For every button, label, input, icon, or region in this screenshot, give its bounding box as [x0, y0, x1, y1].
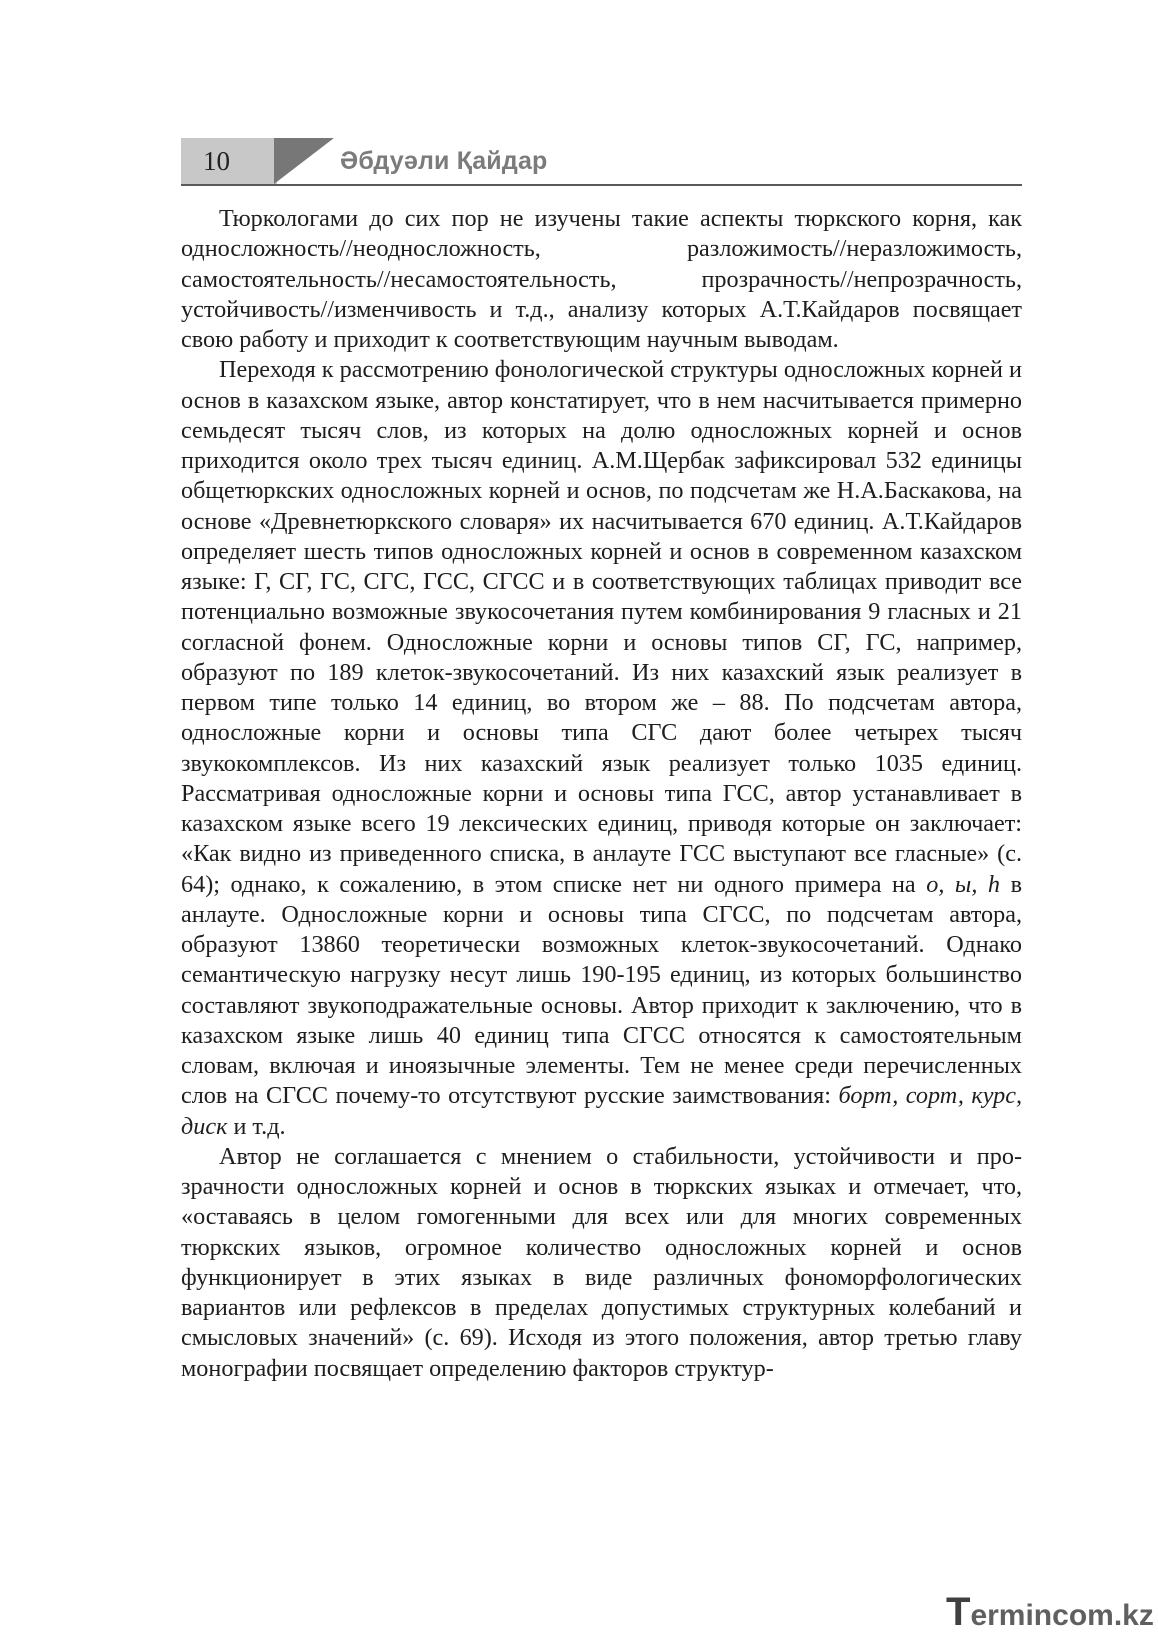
watermark-initial: T	[946, 1590, 971, 1634]
paragraph-1-text: Тюркологами до сих пор не изучены такие аспекты тюркского корня, как односложность//неодносложность, разложимость//неразложимость, самостоятельность//несамостоятельность, прозрачность//непрозрачность, устойчивость//изменчивость и т.д., анализу которых А.Т.Кайдаров посвящает свою работу и приходит к соответствующим научным выводам.	[181, 205, 1022, 353]
running-header	[181, 138, 1022, 188]
paragraph-2-text-b: в анлауте. Односложные корни и основы типа СГСС, по подсчетам автора, образуют 13860 теоретически возможных клеток-звукосочетаний. Однако семантическую нагрузку несут лишь 190-195 единиц, из которых большинство составляют звукоподражательные основы. Автор приходит к заключению, что в казахском языке лишь 40 единиц типа СГСС относятся к самостоятельным словам, включая и иноязычные элементы. Тем не менее среди перечисленных слов на СГСС почему-то отсутствуют русские заимствования:	[181, 870, 1022, 1110]
paragraph-2-italic-a: о, ы, һ	[926, 870, 1001, 898]
paragraph-2-text-a: Переходя к рассмотрению фонологической структуры односложных корней и основ в казахском языке, автор констатирует, что в нем насчитывается примерно семьдесят тысяч слов, из которых на долю односложных корней и основ приходится около трех тысяч единиц. А.М.Щербак зафиксировал 532 единицы общетюркских односложных корней и основ, по подсчетам же Н.А.Баскакова, на основе «Древнетюркского словаря» их насчитывается 670 единиц. А.Т.Кайдаров определяет шесть типов односложных корней и основ в современном казахском языке: Г, СГ, ГС, СГС, ГСС, СГСС и в соответствующих таблицах приводит все потенциально возможные звукосочетания путем комбинирования 9 гласных и 21 согласной фонем. Односложные корни и основы типов СГ, ГС, например, образуют по 189 клеток-звукосочетаний. Из них казахский язык реализует в первом типе только 14 единиц, во втором же – 88. По подсчетам автора, односложные корни и основы типа СГС дают более четырех тысяч звукокомплексов. Из них казахский язык реализует только 1035 единиц. Рассматривая односложные корни и основы типа ГСС, автор устанавливает в казахском языке всего 19 лексических единиц, приводя которые он заключает: «Как видно из приведенного списка, в анлауте ГСС выступают все гласные» (с. 64); однако, к сожалению, в этом списке нет ни одного примера на	[181, 356, 1022, 898]
paragraph-1	[181, 204, 1022, 355]
paragraph-3-text: Автор не соглашается с мнением о стабильности, устойчивости и прозрачности односложных корней и основ в тюркских языках и отмечает, что, «оставаясь в целом гомогенными для всех или для многих современных тюркских языков, огромное количество односложных корней и основ функционирует в этих языках в виде различных фономорфологических вариантов или рефлексов в пределах допустимых структурных колебаний и смысловых значений» (с. 69). Исходя из этого положения, автор третью главу монографии посвящает определению факторов структур-	[181, 1142, 1022, 1382]
body-text	[181, 204, 1022, 1384]
paragraph-2-italic-b: борт, сорт, курс, диск	[181, 1082, 1023, 1140]
page-number-tab	[181, 138, 277, 184]
paragraph-3	[181, 1142, 1022, 1384]
paragraph-2-text-c: и т.д.	[227, 1112, 286, 1140]
page-number: 10	[203, 146, 230, 176]
author-name: Әбдуәли Қайдар	[340, 147, 548, 175]
paragraph-2	[181, 355, 1022, 1142]
site-watermark	[946, 1590, 1154, 1635]
header-rule	[181, 184, 1022, 186]
watermark-text: ermincom.kz	[970, 1599, 1154, 1632]
header-wedge-decoration	[274, 138, 334, 184]
